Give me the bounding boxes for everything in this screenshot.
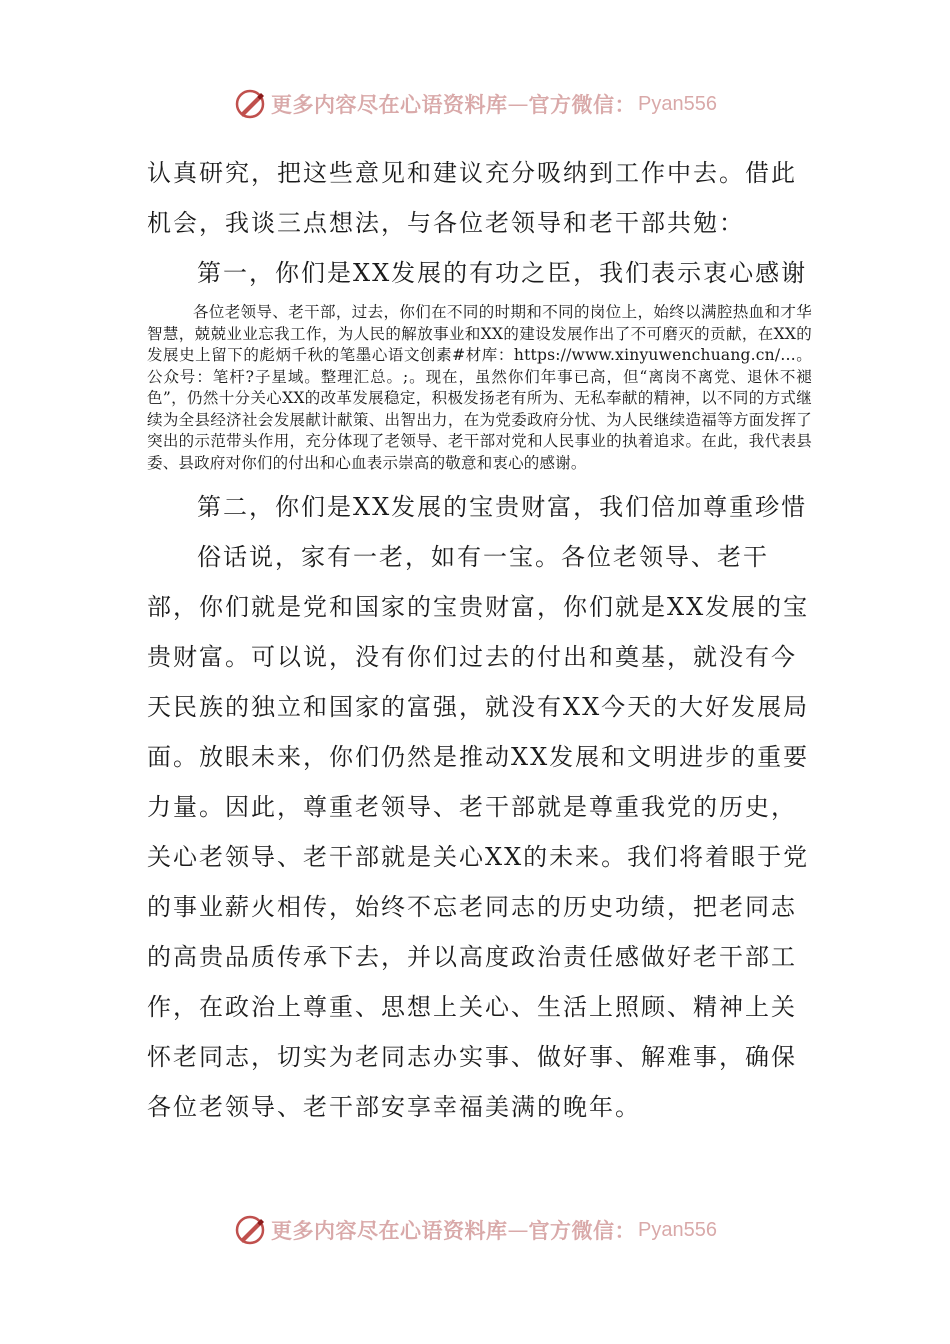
paragraph-1: 各位老领导、老干部，过去，你们在不同的时期和不同的岗位上，始终以满腔热血和才华智慧，兢兢业业忘我工作，为人民的解放事业和XX的建设发展作出了不可磨灭的贡献，在XX的发展史上留下的彪炳千秋的笔墨心语文创素#材库：https://www.xinyuwenchuang.cn/…。公众号：笔杆?子星域。整理汇总。;。现在，虽然你们年事已高，但“离岗不离党、退休不褪色”，仍然十分关心XX的改革发展稳定，积极发扬老有所为、无私奉献的精神，以不同的方式继续为全县经济社会发展献计献策、出智出力，在为党委政府分忧、为人民继续造福等方面发挥了突出的示范带头作用，充分体现了老领导、老干部对党和人民事业的执着追求。在此，我代表县委、县政府对你们的付出和心血表示崇高的敬意和衷心的感谢。 [147,303,812,472]
intro-line-2: 机会，我谈三点想法，与各位老领导和老干部共勉： [147,209,745,237]
watermark-handle: Pyan556 [638,1218,717,1241]
header-watermark [0,84,950,124]
pen-logo-icon [233,1213,267,1247]
watermark-text: 更多内容尽在心语资料库 [271,92,508,117]
watermark-text: 更多内容尽在心语资料库 [271,1218,508,1243]
footer-watermark [0,1210,950,1250]
section-heading-2: 第二，你们是XX发展的宝贵财富，我们倍加尊重珍惜 [197,493,808,521]
watermark-label: 官方微信： [528,1218,637,1243]
section-heading-1: 第一，你们是XX发展的有功之臣，我们表示衷心感谢 [197,259,808,287]
watermark-handle: Pyan556 [638,92,717,115]
intro-line-1: 认真研究，把这些意见和建议充分吸纳到工作中去。借此 [147,159,797,187]
paragraph-2: 俗话说，家有一老，如有一宝。各位老领导、老干部，你们就是党和国家的宝贵财富，你们就是XX发展的宝贵财富。可以说，没有你们过去的付出和奠基，就没有今天民族的独立和国家的富强，就没有XX今天的大好发展局面。放眼未来，你们仍然是推动XX发展和文明进步的重要力量。因此，尊重老领导、老干部就是尊重我党的历史，关心老领导、老干部就是关心XX的未来。我们将着眼于党的事业薪火相传，始终不忘老同志的历史功绩，把老同志的高贵品质传承下去，并以高度政治责任感做好老干部工作，在政治上尊重、思想上关心、生活上照顾、精神上关怀老同志，切实为老同志办实事、做好事、解难事，确保各位老领导、老干部安享幸福美满的晚年。 [147,543,810,1121]
document-body [147,148,812,1132]
watermark-label: 官方微信： [528,92,637,117]
pen-logo-icon [233,87,267,121]
watermark-separator: — [507,1218,529,1242]
watermark-separator: — [507,92,529,116]
